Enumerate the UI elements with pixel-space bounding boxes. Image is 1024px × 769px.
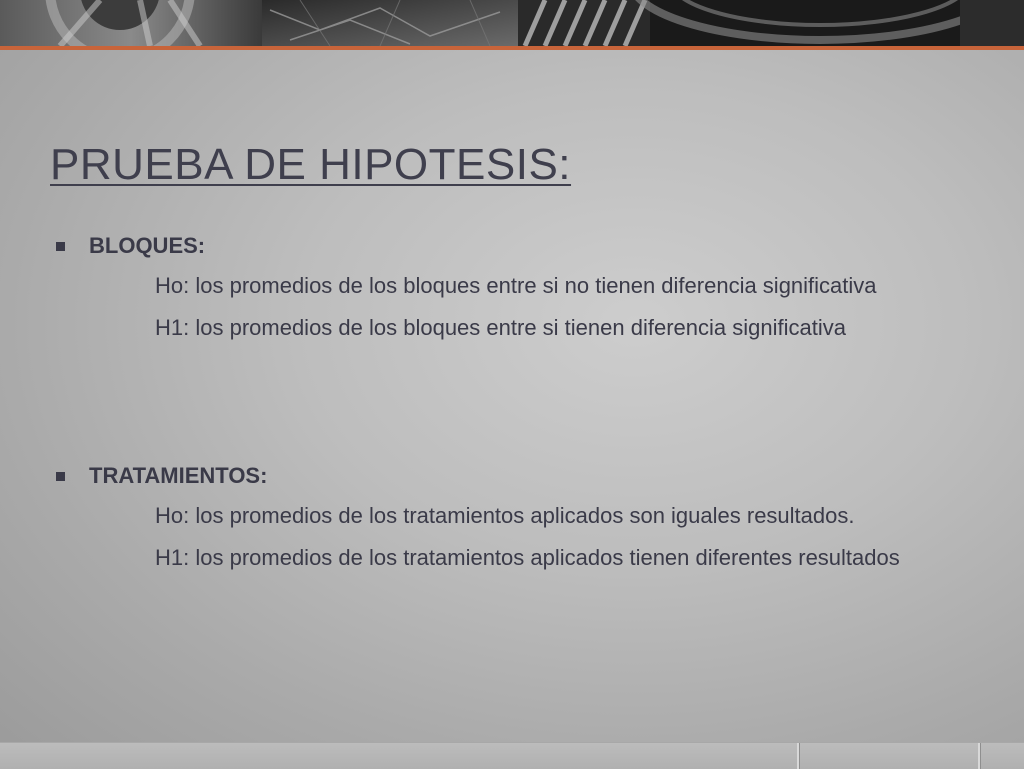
footer-divider [978,743,980,769]
footer-divider [797,743,799,769]
footer-strip [0,742,1024,769]
section-label: BLOQUES: [89,233,206,258]
hypothesis-null: Ho: los promedios de los bloques entre si no tienen diferencia significativa [155,273,877,298]
square-bullet-icon [56,242,65,251]
section-bloques [50,228,990,344]
hypothesis-alternative: H1: los promedios de los tratamientos aplicados tienen diferentes resultados [155,545,900,570]
section-label: TRATAMIENTOS: [89,463,268,488]
square-bullet-icon [56,472,65,481]
bullet-item-bloques [50,228,990,264]
header-photo-strip [0,0,1024,46]
hypothesis-alternative: H1: los promedios de los bloques entre si tienen diferencia significativa [155,315,846,340]
hypothesis-null: Ho: los promedios de los tratamientos aplicados son iguales resultados. [155,503,855,528]
bullet-item-tratamientos [50,458,990,494]
header-accent-line [0,46,1024,50]
section-tratamientos [50,458,990,574]
slide-title: PRUEBA DE HIPOTESIS: [50,140,572,189]
